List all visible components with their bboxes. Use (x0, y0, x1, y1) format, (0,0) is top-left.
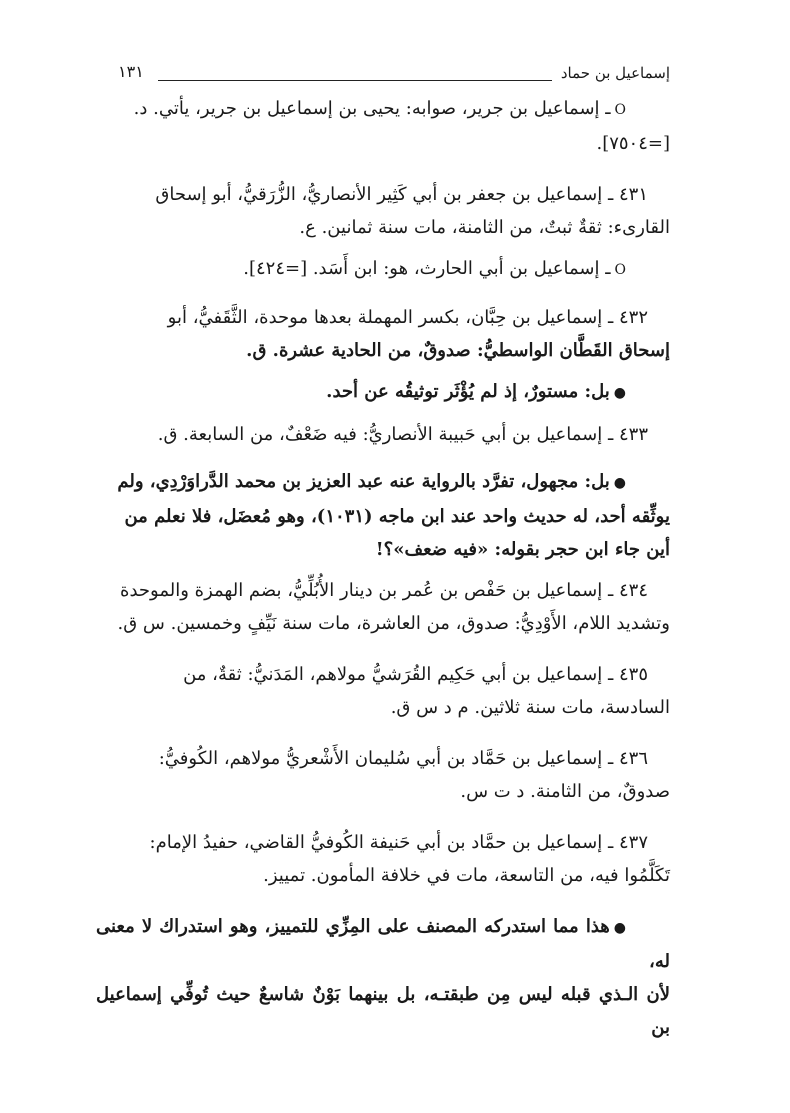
entry-line: ٤٣٥ ـ إسماعيل بن أبي حَكِيم القُرَشيُّ مولاهم، المَدَنيُّ: ثقةٌ، من (183, 664, 648, 685)
entry-line: ٤٣٢ ـ إسماعيل بن حِبَّان، بكسر المهملة بعدها موحدة، الثَّقَفيُّ، أبو (167, 307, 648, 328)
entry-line: بل: مستورٌ، إذ لم يُؤْثَر توثيقُه عن أحد. (326, 381, 610, 402)
narrator-entry (96, 658, 670, 691)
editor-note (96, 910, 670, 978)
entry-line: أين جاء ابن حجر بقوله: «فيه ضعف»؟! (375, 539, 670, 560)
cross-reference-entry (96, 92, 670, 127)
running-head-rule (158, 80, 552, 81)
entry-line: بل: مجهول، تفرَّد بالرواية عنه عبد العزيز بن محمد الدَّراوَرْدِي، ولم (117, 471, 610, 492)
narrator-entry (96, 178, 670, 211)
entry-continuation (96, 127, 670, 160)
hollow-circle-marker-icon: O (614, 102, 626, 118)
narrator-entry (96, 826, 670, 859)
filled-circle-marker-icon: ● (613, 475, 626, 491)
entry-line: القارىء: ثقةٌ ثبتٌ، من الثامنة، مات سنة ثمانين. ع. (299, 217, 670, 238)
cross-reference-entry (96, 252, 670, 287)
entry-continuation (96, 211, 670, 244)
editor-note (96, 375, 670, 410)
entry-line: إسحاق القَطَّان الواسطيُّ: صدوقٌ، من الحادية عشرة. ق. (246, 340, 670, 361)
entry-continuation (96, 500, 670, 533)
filled-circle-marker-icon: ● (613, 385, 626, 401)
hollow-circle-marker-icon: O (614, 262, 626, 278)
entry-continuation (96, 859, 670, 892)
entry-line: ٤٣١ ـ إسماعيل بن جعفر بن أبي كَثِير الأنصاريُّ، الزُّرَقيُّ، أبو إسحاق (155, 184, 648, 205)
narrator-entry (96, 418, 670, 451)
entry-line: صدوقٌ، من الثامنة. د ت س. (460, 781, 670, 802)
filled-circle-marker-icon: ● (613, 920, 626, 936)
running-head (96, 58, 670, 92)
entry-line: ٤٣٧ ـ إسماعيل بن حمَّاد بن أبي حَنيفة الكُوفيُّ القاضي، حفيدُ الإمام: (149, 832, 648, 853)
entry-line: [=٧٥٠٤]. (596, 133, 670, 154)
book-page (96, 58, 670, 1044)
entry-line: السادسة، مات سنة ثلاثين. م د س ق. (390, 697, 670, 718)
entry-line: ٤٣٣ ـ إسماعيل بن أبي حَبيبة الأنصاريُّ: فيه ضَعْفٌ، من السابعة. ق. (157, 424, 648, 445)
entry-line: ٤٣٦ ـ إسماعيل بن حَمَّاد بن أبي سُليمان الأَشْعريُّ مولاهم، الكُوفيُّ: (158, 748, 648, 769)
entry-line: ـ إسماعيل بن أبي الحارث، هو: ابن أَسَد. [=٤٢٤]. (243, 258, 611, 279)
editor-note (96, 465, 670, 500)
entry-line: ـ إسماعيل بن جرير، صوابه: يحيى بن إسماعيل بن جرير، يأتي. د. (133, 98, 611, 119)
page-number: ١٣١ (118, 62, 144, 81)
entry-continuation (96, 691, 670, 724)
entry-line: وتشديد اللام، الأَوْدِيُّ: صدوق، من العاشرة، مات سنة نَيِّفٍ وخمسين. س ق. (117, 613, 670, 634)
narrator-entry (96, 301, 670, 334)
entry-continuation (96, 334, 670, 367)
entry-continuation (96, 978, 670, 1044)
narrator-entry (96, 742, 670, 775)
running-head-title: إسماعيل بن حماد (560, 64, 670, 82)
entry-continuation (96, 607, 670, 640)
entry-line: تَكَلَّمُوا فيه، من التاسعة، مات في خلافة المأمون. تمييز. (263, 865, 670, 886)
entry-line: هذا مما استدركه المصنف على المِزِّي للتمييز، وهو استدراك لا معنى له، (96, 916, 670, 972)
narrator-entry (96, 574, 670, 607)
entry-line: ٤٣٤ ـ إسماعيل بن حَفْص بن عُمر بن دينار الأُبُلِّيُّ، بضم الهمزة والموحدة (120, 580, 648, 601)
entry-continuation (96, 775, 670, 808)
entry-line: يوثِّقه أحد، له حديث واحد عند ابن ماجه (١٠٣١)، وهو مُعضَل، فلا نعلم من (124, 506, 670, 527)
entry-line: لأن الـذي قبله ليس مِن طبقتـه، بل بينهما بَوْنٌ شاسعٌ حيث تُوفِّي إسماعيل بن (96, 984, 670, 1038)
entry-continuation (96, 533, 670, 566)
